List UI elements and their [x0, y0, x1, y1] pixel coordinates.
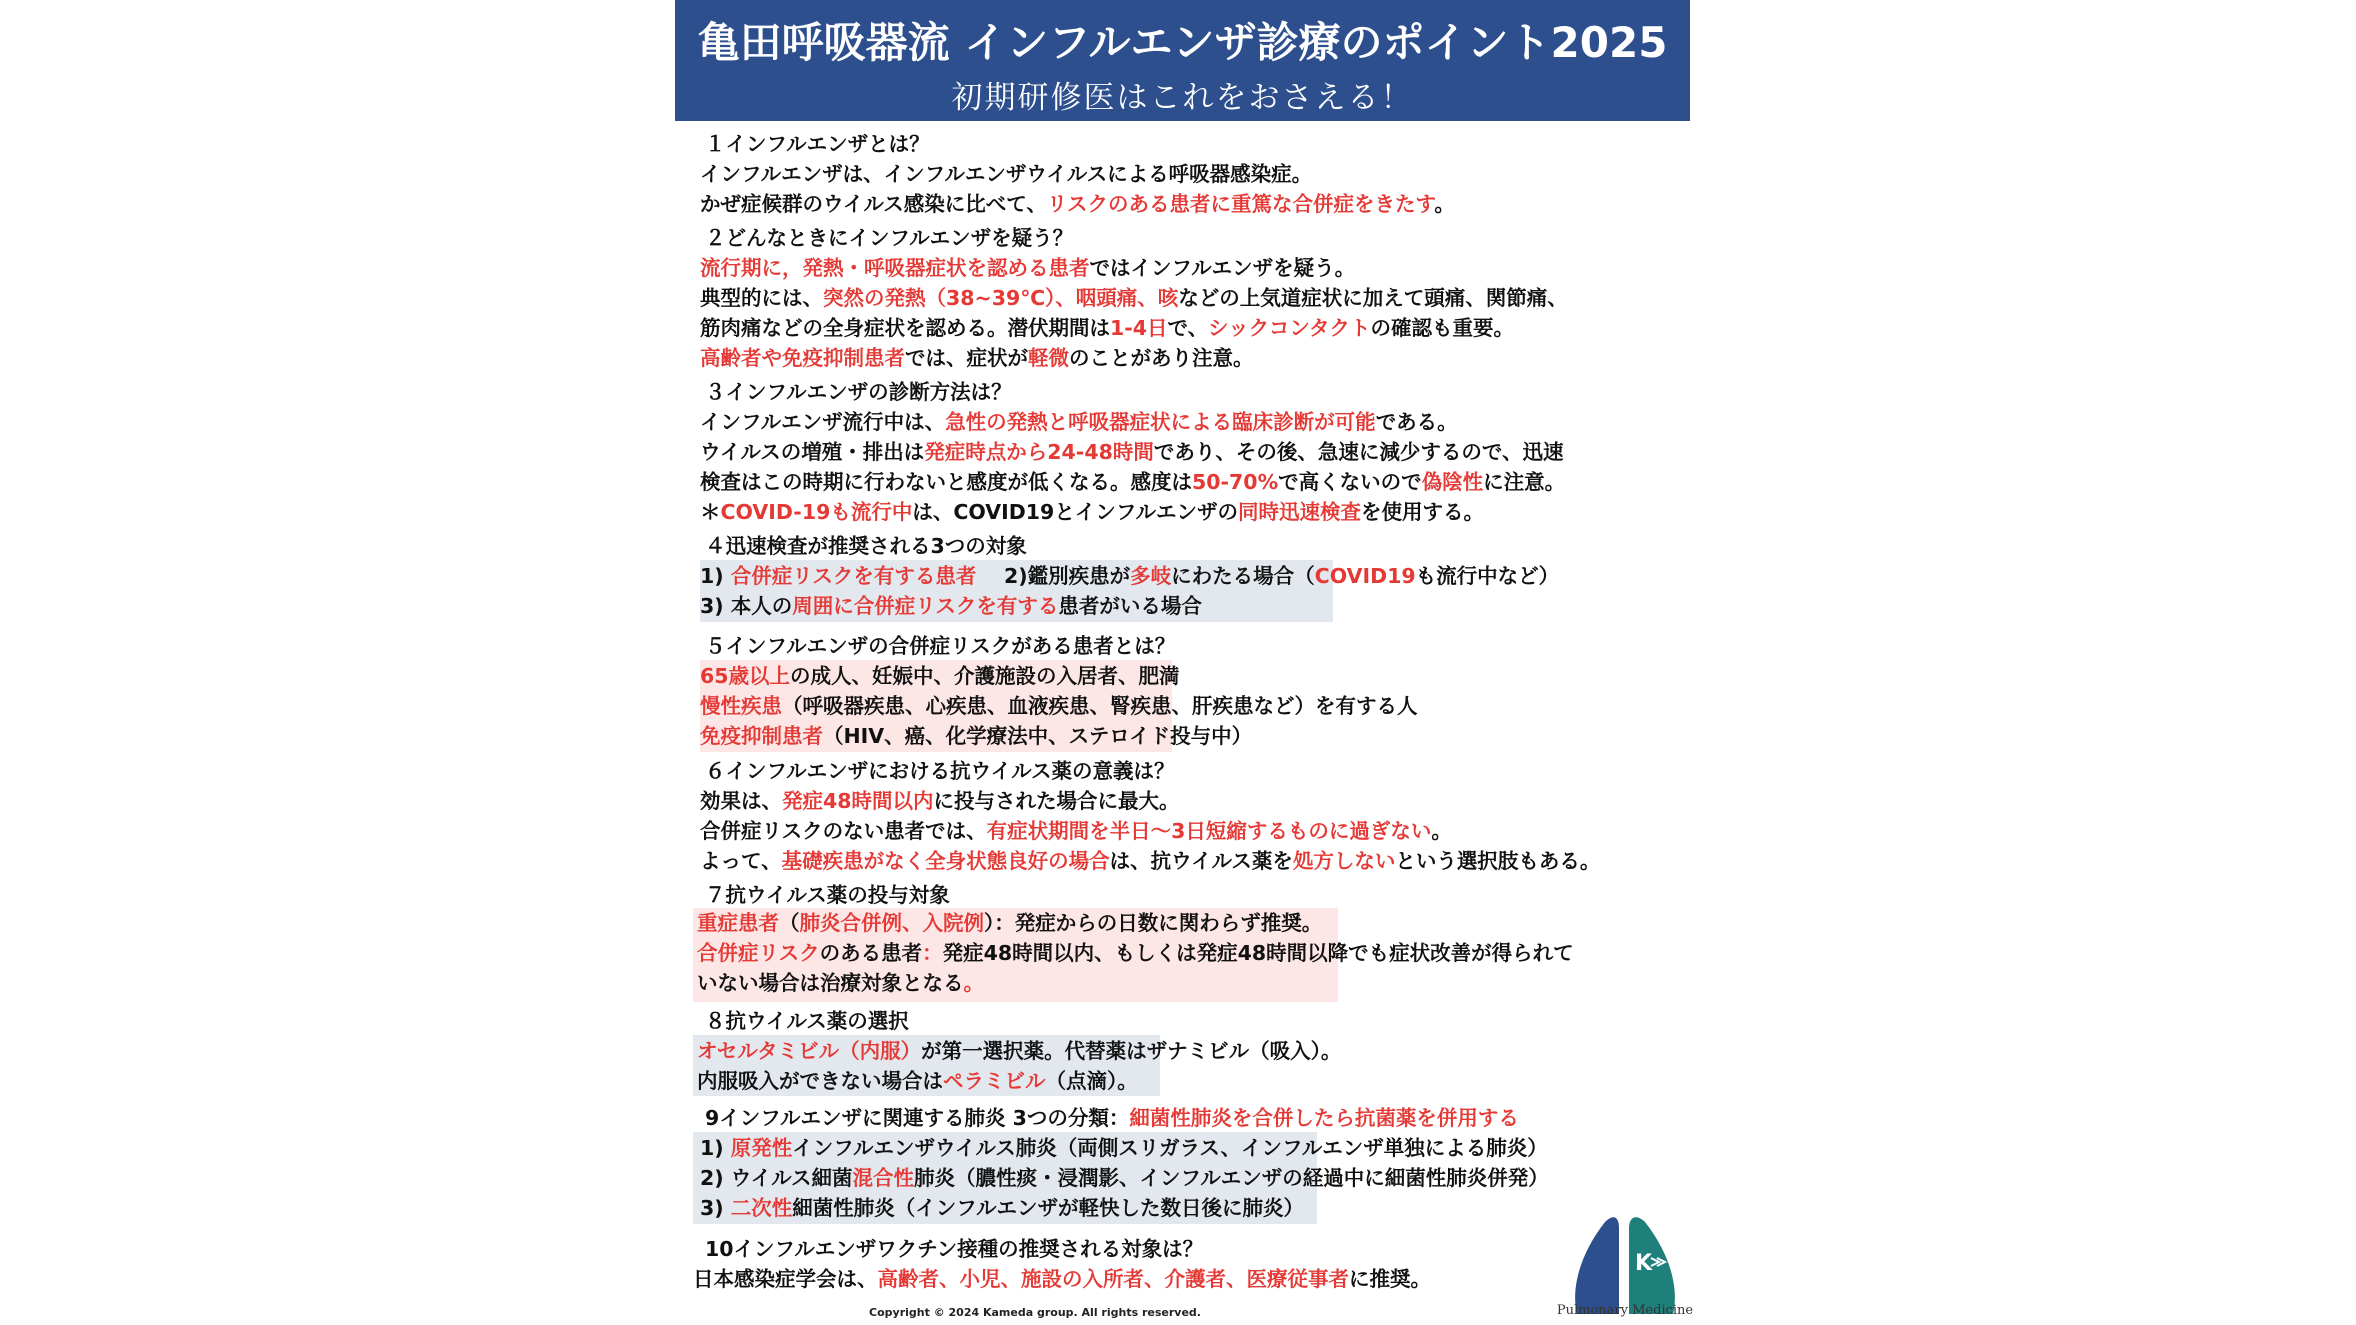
section-6-line-3 [700, 846, 1600, 876]
section-2-heading [705, 223, 1073, 253]
section-5-heading [705, 631, 1175, 661]
section-6-line-1 [700, 786, 1180, 816]
section-heading-text: ４迅速検査が推奨される3つの対象 [705, 534, 1027, 558]
emphasis-text: 免疫抑制患者 [700, 724, 823, 748]
section-heading-text: ３インフルエンザの診断方法は？ [705, 380, 1012, 404]
body-text: 発症48時間以内、もしくは発症48時間以降でも症状改善が得られて [942, 941, 1574, 965]
body-text: 細菌性肺炎（インフルエンザが軽快した数日後に肺炎） [792, 1196, 1304, 1220]
body-text: 内服吸入ができない場合は [697, 1069, 943, 1093]
body-text: 3) [700, 1196, 731, 1220]
body-text: 患者がいる場合 [1058, 594, 1202, 618]
body-text: にわたる場合（ [1171, 564, 1315, 588]
section-heading-text: ６インフルエンザにおける抗ウイルス薬の意義は？ [705, 759, 1175, 783]
section-heading-text: ７抗ウイルス薬の投与対象 [705, 883, 950, 907]
body-text: 。 [1434, 192, 1455, 216]
body-text: （呼吸器疾患、心疾患、血液疾患、腎疾患、肝疾患など）を有する人 [782, 694, 1418, 718]
emphasis-text: リスクのある患者に重篤な合併症をきたす [1046, 192, 1435, 216]
body-text: 検査はこの時期に行わないと感度が低くなる。感度は [700, 470, 1192, 494]
emphasis-text: 65歳以上 [700, 664, 791, 688]
section-1-heading [705, 129, 930, 159]
body-text: が第一選択薬。代替薬はザナミビル（吸入）。 [921, 1039, 1342, 1063]
section-9-line-3 [700, 1193, 1304, 1223]
body-text: 1) [700, 564, 731, 588]
section-10-line-1 [693, 1264, 1431, 1294]
section-heading-text: ８抗ウイルス薬の選択 [705, 1009, 909, 1033]
emphasis-text: 混合性 [852, 1166, 915, 1190]
section-8-line-1 [697, 1036, 1341, 1066]
section-2-line-1 [700, 253, 1355, 283]
section-9-line-1 [700, 1133, 1548, 1163]
svg-text:K: K [1635, 1251, 1653, 1276]
emphasis-text: ： [922, 941, 943, 965]
section-2-line-2 [700, 283, 1568, 313]
section-heading-emphasis: 細菌性肺炎を合併したら抗菌薬を併用する [1129, 1106, 1519, 1130]
body-text: 典型的には、 [700, 286, 823, 310]
section-9-line-2 [700, 1163, 1549, 1193]
body-text: （ [779, 911, 800, 935]
section-heading-text: ５インフルエンザの合併症リスクがある患者とは？ [705, 634, 1176, 658]
body-text: も流行中など） [1415, 564, 1560, 588]
section-2-line-4 [700, 343, 1254, 373]
section-3-line-2 [700, 437, 1563, 467]
body-text: 日本感染症学会は、 [693, 1267, 878, 1291]
emphasis-text: 同時迅速検査 [1238, 500, 1361, 524]
emphasis-text: 多岐 [1130, 564, 1172, 588]
section-6-heading [705, 756, 1174, 786]
section-8-heading [705, 1006, 909, 1036]
emphasis-text: COVID19 [1314, 564, 1416, 588]
emphasis-text: 周囲に合併症リスクを有する [792, 594, 1059, 618]
section-9-heading [705, 1103, 1519, 1133]
body-text: で高くないので [1278, 470, 1422, 494]
section-7-line-2 [697, 938, 1574, 968]
body-text: に注意。 [1483, 470, 1566, 494]
emphasis-text: シックコンタクト [1208, 316, 1371, 340]
emphasis-text: 高齢者や免疫抑制患者 [700, 346, 905, 370]
body-text: 2)鑑別疾患が [976, 564, 1131, 588]
section-heading-text: ２どんなときにインフルエンザを疑う？ [705, 226, 1074, 250]
emphasis-text: 50-70% [1192, 470, 1279, 494]
section-3-heading [705, 377, 1012, 407]
body-text: ではインフルエンザを疑う。 [1089, 256, 1356, 280]
emphasis-text: オセルタミビル（内服） [697, 1039, 922, 1063]
section-3-line-3 [700, 467, 1565, 497]
emphasis-text: 突然の発熱（38~39℃）、咽頭痛、咳 [823, 286, 1179, 310]
body-text: （点滴）。 [1045, 1069, 1138, 1093]
body-text: である。 [1375, 410, 1458, 434]
section-2-line-3 [700, 313, 1514, 343]
emphasis-text: 有症状期間を半日〜3日短縮するものに過ぎない [986, 819, 1432, 843]
body-text: 1) [700, 1136, 731, 1160]
body-text: 。 [1431, 819, 1452, 843]
body-text: の確認も重要。 [1370, 316, 1515, 340]
body-text: であり、その後、急速に減少するので、迅速 [1153, 440, 1564, 464]
section-8-line-2 [697, 1066, 1138, 1096]
emphasis-text: 急性の発熱と呼吸器症状による臨床診断が可能 [945, 410, 1376, 434]
section-heading-text: 10インフルエンザワクチン接種の推奨される対象は？ [705, 1237, 1204, 1261]
body-text: で、 [1167, 316, 1209, 340]
body-text: 筋肉痛などの全身症状を認める。潜伏期間は [700, 316, 1110, 340]
section-3-line-4 [700, 497, 1484, 527]
section-heading-text: １インフルエンザとは？ [705, 132, 930, 156]
body-text: では、症状が [905, 346, 1028, 370]
section-4-line-2 [700, 591, 1202, 621]
emphasis-text: 肺炎合併例、入院例 [799, 911, 984, 935]
body-text: （HIV、癌、化学療法中、ステロイド投与中） [823, 724, 1253, 748]
body-text: などの上気道症状に加えて頭痛、関節痛、 [1178, 286, 1568, 310]
body-text: という選択肢もある。 [1395, 849, 1601, 873]
section-1-line-1 [700, 159, 1312, 189]
section-7-line-3 [697, 968, 984, 998]
body-text: を使用する。 [1361, 500, 1484, 524]
body-text: 3) 本人の [700, 594, 793, 618]
body-text: に推奨。 [1349, 1267, 1431, 1291]
body-text: 合併症リスクのない患者では、 [700, 819, 987, 843]
page-title: 亀田呼吸器流 インフルエンザ診療のポイント2025 [697, 18, 1668, 67]
body-text: 2) ウイルス細菌 [700, 1166, 853, 1190]
section-6-line-2 [700, 816, 1452, 846]
section-5-line-1 [700, 661, 1180, 691]
infographic-page [675, 0, 1694, 1325]
body-text: のある患者 [819, 941, 923, 965]
body-text: は、COVID19とインフルエンザの [912, 500, 1238, 524]
section-7-heading [705, 880, 950, 910]
emphasis-text: 慢性疾患 [700, 694, 782, 718]
emphasis-text: 。 [963, 971, 984, 995]
emphasis-text: 原発性 [730, 1136, 793, 1160]
emphasis-text: 処方しない [1292, 849, 1396, 873]
emphasis-text: 高齢者、小児、施設の入所者、介護者、医療従事者 [877, 1267, 1349, 1291]
section-1-line-2 [700, 189, 1455, 219]
section-heading-text: 9インフルエンザに関連する肺炎 3つの分類： [705, 1106, 1130, 1130]
body-text: いない場合は治療対象となる [697, 971, 964, 995]
body-text: ＊ [700, 500, 721, 524]
body-text: は、抗ウイルス薬を [1109, 849, 1293, 873]
body-text: 肺炎（膿性痰・浸潤影、インフルエンザの経過中に細菌性肺炎併発） [914, 1166, 1549, 1190]
emphasis-text: 偽陰性 [1421, 470, 1484, 494]
body-text: ウイルスの増殖・排出は [700, 440, 925, 464]
emphasis-text: 1-4日 [1110, 316, 1168, 340]
section-7-line-1 [697, 908, 1322, 938]
section-10-heading [705, 1234, 1203, 1264]
emphasis-text: 合併症リスクを有する患者 [730, 564, 977, 588]
emphasis-text: 軽微 [1028, 346, 1069, 370]
emphasis-text: 発症時点から24-48時間 [924, 440, 1154, 464]
logo-caption: Pulmonary Medicine [1556, 1303, 1694, 1318]
emphasis-text: 二次性 [730, 1196, 793, 1220]
section-5-line-3 [700, 721, 1252, 751]
page-header [675, 0, 1690, 121]
emphasis-text: 発症48時間以内 [782, 789, 934, 813]
body-text: 効果は、 [700, 789, 782, 813]
section-4-line-1 [700, 561, 1559, 591]
body-text: インフルエンザ流行中は、 [700, 410, 946, 434]
emphasis-text: COVID-19も流行中 [720, 500, 913, 524]
section-3-line-1 [700, 407, 1458, 437]
section-4-heading [705, 531, 1027, 561]
body-text: のことがあり注意。 [1069, 346, 1254, 370]
body-text: インフルエンザウイルス肺炎（両側スリガラス、インフルエンザ単独による肺炎） [792, 1136, 1548, 1160]
body-text: かぜ症候群のウイルス感染に比べて、 [700, 192, 1047, 216]
body-text: ）：発症からの日数に関わらず推奨。 [984, 911, 1323, 935]
copyright-notice: Copyright © 2024 Kameda group. All rights reserved. [869, 1306, 1201, 1319]
emphasis-text: 流行期に，発熱・呼吸器症状を認める患者 [700, 256, 1090, 280]
section-5-line-2 [700, 691, 1418, 721]
emphasis-text: 合併症リスク [697, 941, 820, 965]
body-text: に投与された場合に最大。 [933, 789, 1180, 813]
emphasis-text: ペラミビル [943, 1069, 1046, 1093]
body-text: の成人、妊娠中、介護施設の入居者、肥満 [790, 664, 1180, 688]
page-subtitle: 初期研修医はこれをおさえる！ [951, 80, 1414, 116]
emphasis-text: 基礎疾患がなく全身状態良好の場合 [781, 849, 1110, 873]
body-text: よって、 [700, 849, 782, 873]
emphasis-text: 重症患者 [697, 911, 779, 935]
body-text: インフルエンザは、インフルエンザウイルスによる呼吸器感染症。 [700, 162, 1313, 186]
